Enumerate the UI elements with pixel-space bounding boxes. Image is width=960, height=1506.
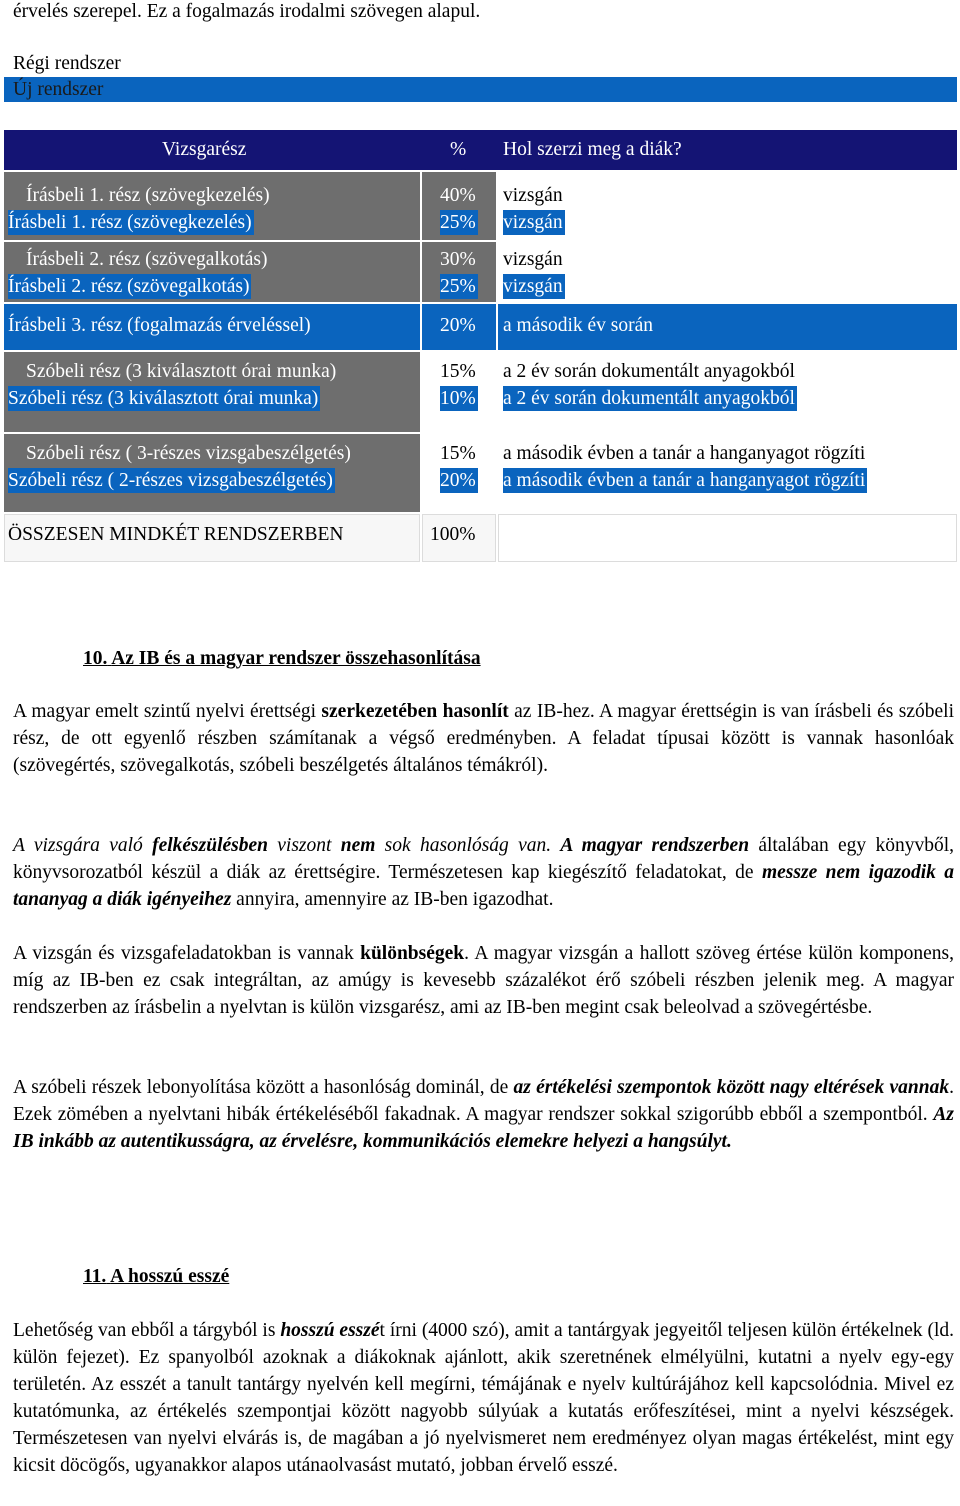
bold-italic-run: messze nem igazodik a tananyag a diák igényeihez [13,862,954,910]
row4-old-part: Szóbeli rész (3 kiválasztott órai munka) [26,361,337,382]
row1-old-where: vizsgán [503,185,563,206]
italic-run: A vizsgára való [13,835,153,856]
text-run: annyira, amennyire az IB-ben igazodhat. [231,889,554,910]
section10-paragraph-4 [13,1074,954,1155]
text-run: A magyar emelt szintű nyelvi érettségi [13,701,322,722]
row2-new-where [503,273,565,300]
row1-old-part: Írásbeli 1. rész (szövegkezelés) [26,185,270,206]
row2-old-where: vizsgán [503,249,563,270]
legend-new-system: Új rendszer [13,79,104,100]
row2-new-pct-text: 25% [440,276,476,297]
bold-italic-run: A magyar rendszerben [560,835,750,856]
text-run: Lehetőség van ebből a tárgyból is [13,1320,281,1341]
text-run: . Ezek zömében a nyelvtani hibák értékeléséből fakadnak. A magyar rendszer sokkal szigorúbb ebből a szempontból. [13,1077,954,1125]
text-run: általában egy könyvből, könyvsorozatból készül a diák az érettségire. Természetesen kap kiegészítő feladatokat, de [13,835,954,883]
row5-new-pct [440,467,478,494]
row4-new-pct-text: 10% [440,388,476,409]
table-header-row [4,130,957,170]
section10-paragraph-2 [13,832,954,913]
row5-new-part-text: Szóbeli rész ( 2-részes vizsgabeszélgetés) [8,470,333,491]
legend-old-system: Régi rendszer [13,53,121,74]
row5-new-where-text: a második évben a tanár a hanganyagot rögzíti [503,470,866,491]
header-where: Hol szerzi meg a diák? [503,139,682,160]
text-run: A szóbeli részek lebonyolítása között a hasonlóság dominál, de [13,1077,514,1098]
row5-old-where: a második évben a tanár a hanganyagot rögzíti [503,443,866,464]
row3-new-part: Írásbeli 3. rész (fogalmazás érveléssel) [8,315,311,336]
row1-new-pct-text: 25% [440,212,476,233]
bold-italic-run: Az IB inkább az autentikusságra, az érvelésre, kommunikációs elemekre helyezi a hangsúlyt. [13,1104,954,1152]
exam-comparison-table [0,0,960,600]
bold-italic-run: felkészülésben [152,835,268,856]
section10-paragraph-1 [13,698,954,779]
row3-new-where: a második év során [503,315,654,336]
row1-new-where-text: vizsgán [503,212,563,233]
bold-italic-run: hosszú esszé [280,1320,380,1341]
row5-new-where [503,467,867,494]
row4-old-pct: 15% [440,361,476,382]
section10-number: 10. [83,648,108,669]
italic-run: viszont [267,835,341,856]
section11-paragraph-1 [13,1317,954,1479]
text-run: A vizsgán és vizsgafeladatokban is vannak [13,943,361,964]
row5-old-pct: 15% [440,443,476,464]
row2-new-pct [440,273,478,300]
intro-text: érvelés szerepel. Ez a fogalmazás irodalmi szövegen alapul. [13,1,481,22]
row4-new-where-text: a 2 év során dokumentált anyagokból [503,388,795,409]
italic-run: sok hasonlóság van. [375,835,561,856]
row2-new-part [8,273,251,300]
row4-new-pct [440,385,478,412]
text-run: t írni (4000 szó), amit a tantárgyak jegyeitől teljesen külön értékelnek (ld. külön fejezet). Ez spanyolból azoknak a diákoknak ajánlott, akik szeretnének elmélyülni, kutatni a nyelv egy-egy területén. Az esszét a tanult tantárgy nyelvén kell megírni, témájának e nyelv kultúrájához kell kapcsolódnia. Mivel ez kutatómunka, az értékelés szempontjai között nagyobb súlyúak a kutatás erőfeszítései, mint a nyelvi készségek. Természetesen van nyelvi elvárás is, de magában a jó nyelvismeret nem eredményez olyan magas értékelést, mint egy kicsit döcögős, ugyanakkor alapos utánaolvasást mutató, jobban érvelő esszé. [13,1320,954,1476]
row4-old-where: a 2 év során dokumentált anyagokból [503,361,795,382]
row2-old-pct: 30% [440,249,476,270]
text-run: . A magyar vizsgán a hallott szöveg értése külön komponens, míg az IB-ben ez csak integráltan, az amúgy is kevesebb százalékot érő szóbeli részben jelenik meg. A magyar rendszerben az írásbelin a nyelvtan is külön vizsgarész, ami az IB-ben megint csak beleolvad a szövegértésbe. [13,943,954,1018]
header-part: Vizsgarész [162,139,247,160]
row1-new-part [8,209,254,236]
row1-new-pct [440,209,478,236]
row3-new-pct: 20% [440,315,476,336]
row5-new-pct-text: 20% [440,470,476,491]
bold-italic-run: az értékelési szempontok között nagy eltérések vannak [513,1077,950,1098]
row1-old-pct: 40% [440,185,476,206]
row1-new-part-text: Írásbeli 1. rész (szövegkezelés) [8,212,252,233]
section11-number: 11. [83,1266,107,1287]
section10-title: Az IB és a magyar rendszer összehasonlítása [111,648,481,669]
row5-new-part [8,467,335,494]
section10-heading [83,645,481,672]
section11-title: A hosszú esszé [110,1266,230,1287]
row2-new-where-text: vizsgán [503,276,563,297]
row4-new-where [503,385,797,412]
where-cell-bg [498,514,957,562]
row1-new-where [503,209,565,236]
header-percent: % [450,139,467,160]
row5-old-part: Szóbeli rész ( 3-részes vizsgabeszélgetés) [26,443,351,464]
bold-run: szerkezetében hasonlít [321,701,509,722]
total-pct: 100% [430,524,476,545]
bold-italic-run: nem [340,835,376,856]
row4-new-part [8,385,320,412]
section10-paragraph-3 [13,940,954,1021]
text-run: az IB-hez. A magyar érettségin is van írásbeli és szóbeli rész, de ott egyenlő részben számítanak a végső eredményben. A feladat típusai között is vannak hasonlóak (szövegértés, szövegalkotás, szóbeli beszélgetés általános témákról). [13,701,954,776]
row2-new-part-text: Írásbeli 2. rész (szövegalkotás) [8,276,250,297]
row4-new-part-text: Szóbeli rész (3 kiválasztott órai munka) [8,388,319,409]
total-label: ÖSSZESEN MINDKÉT RENDSZERBEN [8,524,344,545]
section11-heading [83,1263,229,1290]
row2-old-part: Írásbeli 2. rész (szövegalkotás) [26,249,268,270]
bold-run: különbségek [360,943,465,964]
